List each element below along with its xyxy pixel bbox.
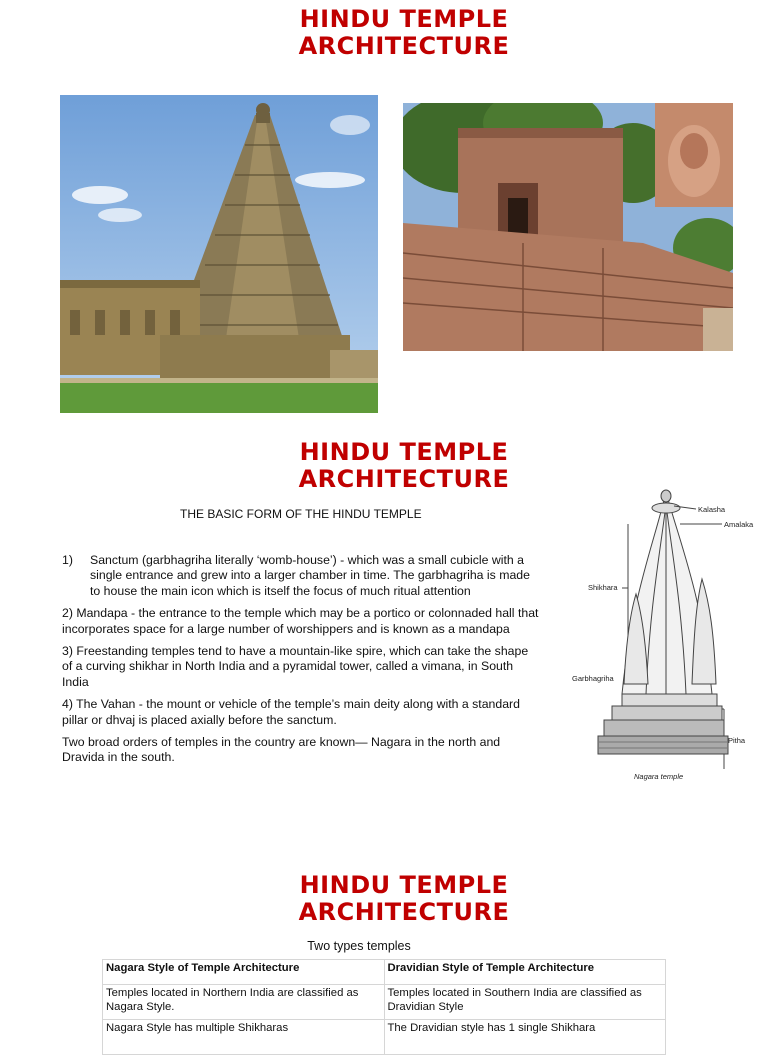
dravidian-header: Dravidian Style of Temple Architecture bbox=[384, 960, 666, 985]
section-1-title: HINDU TEMPLE ARCHITECTURE bbox=[298, 5, 510, 60]
types-label: Two types temples bbox=[307, 939, 411, 953]
closing-paragraph: Two broad orders of temples in the country are known— Nagara in the north and Dravida in the south. bbox=[62, 735, 501, 765]
basic-form-heading: THE BASIC FORM OF THE HINDU TEMPLE bbox=[180, 507, 422, 521]
nagara-temple-diagram bbox=[562, 484, 754, 784]
amalaka-label: Amalaka bbox=[724, 520, 754, 529]
temple-style-comparison-table bbox=[102, 959, 666, 1055]
section-3-title: HINDU TEMPLE ARCHITECTURE bbox=[298, 871, 510, 926]
table-row: Temples located in Northern India are classified as Nagara Style. Temples located in Southern India are classified as Dravidian Style bbox=[103, 985, 666, 1020]
list-item: 4) The Vahan - the mount or vehicle of the temple’s main deity along with a standard pillar or dhvaj is placed axially before the sanctum. bbox=[62, 697, 520, 727]
pitha-label: Pitha bbox=[728, 736, 746, 745]
list-item: 1) Sanctum (garbhagriha literally ‘womb-house’) - which was a small cubicle with a single entrance and grew into a larger chamber in time. The garbhagriha is made to house the main icon which is itself the focus of much ritual attention bbox=[62, 553, 530, 598]
table-row: Nagara Style has multiple Shikharas The Dravidian style has 1 single Shikhara bbox=[103, 1020, 666, 1055]
nagara-header: Nagara Style of Temple Architecture bbox=[103, 960, 385, 985]
temple-photo-dravidian bbox=[60, 95, 378, 413]
list-item: 2) Mandapa - the entrance to the temple which may be a portico or colonnaded hall that incorporates space for a large number of worshippers and is known as a mandapa bbox=[62, 606, 539, 636]
kalasha-label: Kalasha bbox=[698, 505, 726, 514]
section-2-title: HINDU TEMPLE ARCHITECTURE bbox=[298, 438, 510, 493]
diagram-caption: Nagara temple bbox=[634, 772, 684, 781]
list-item: 3) Freestanding temples tend to have a mountain-like spire, which can take the shape of a curving shikhar in North India and a pyramidal tower, called a vimana, in South India bbox=[62, 644, 529, 689]
temple-parts-list bbox=[62, 553, 540, 773]
garbhagriha-label: Garbhagriha bbox=[572, 674, 614, 683]
temple-photo-ruins bbox=[403, 103, 733, 351]
table-header-row bbox=[103, 960, 666, 985]
shikhara-label: Shikhara bbox=[588, 583, 618, 592]
